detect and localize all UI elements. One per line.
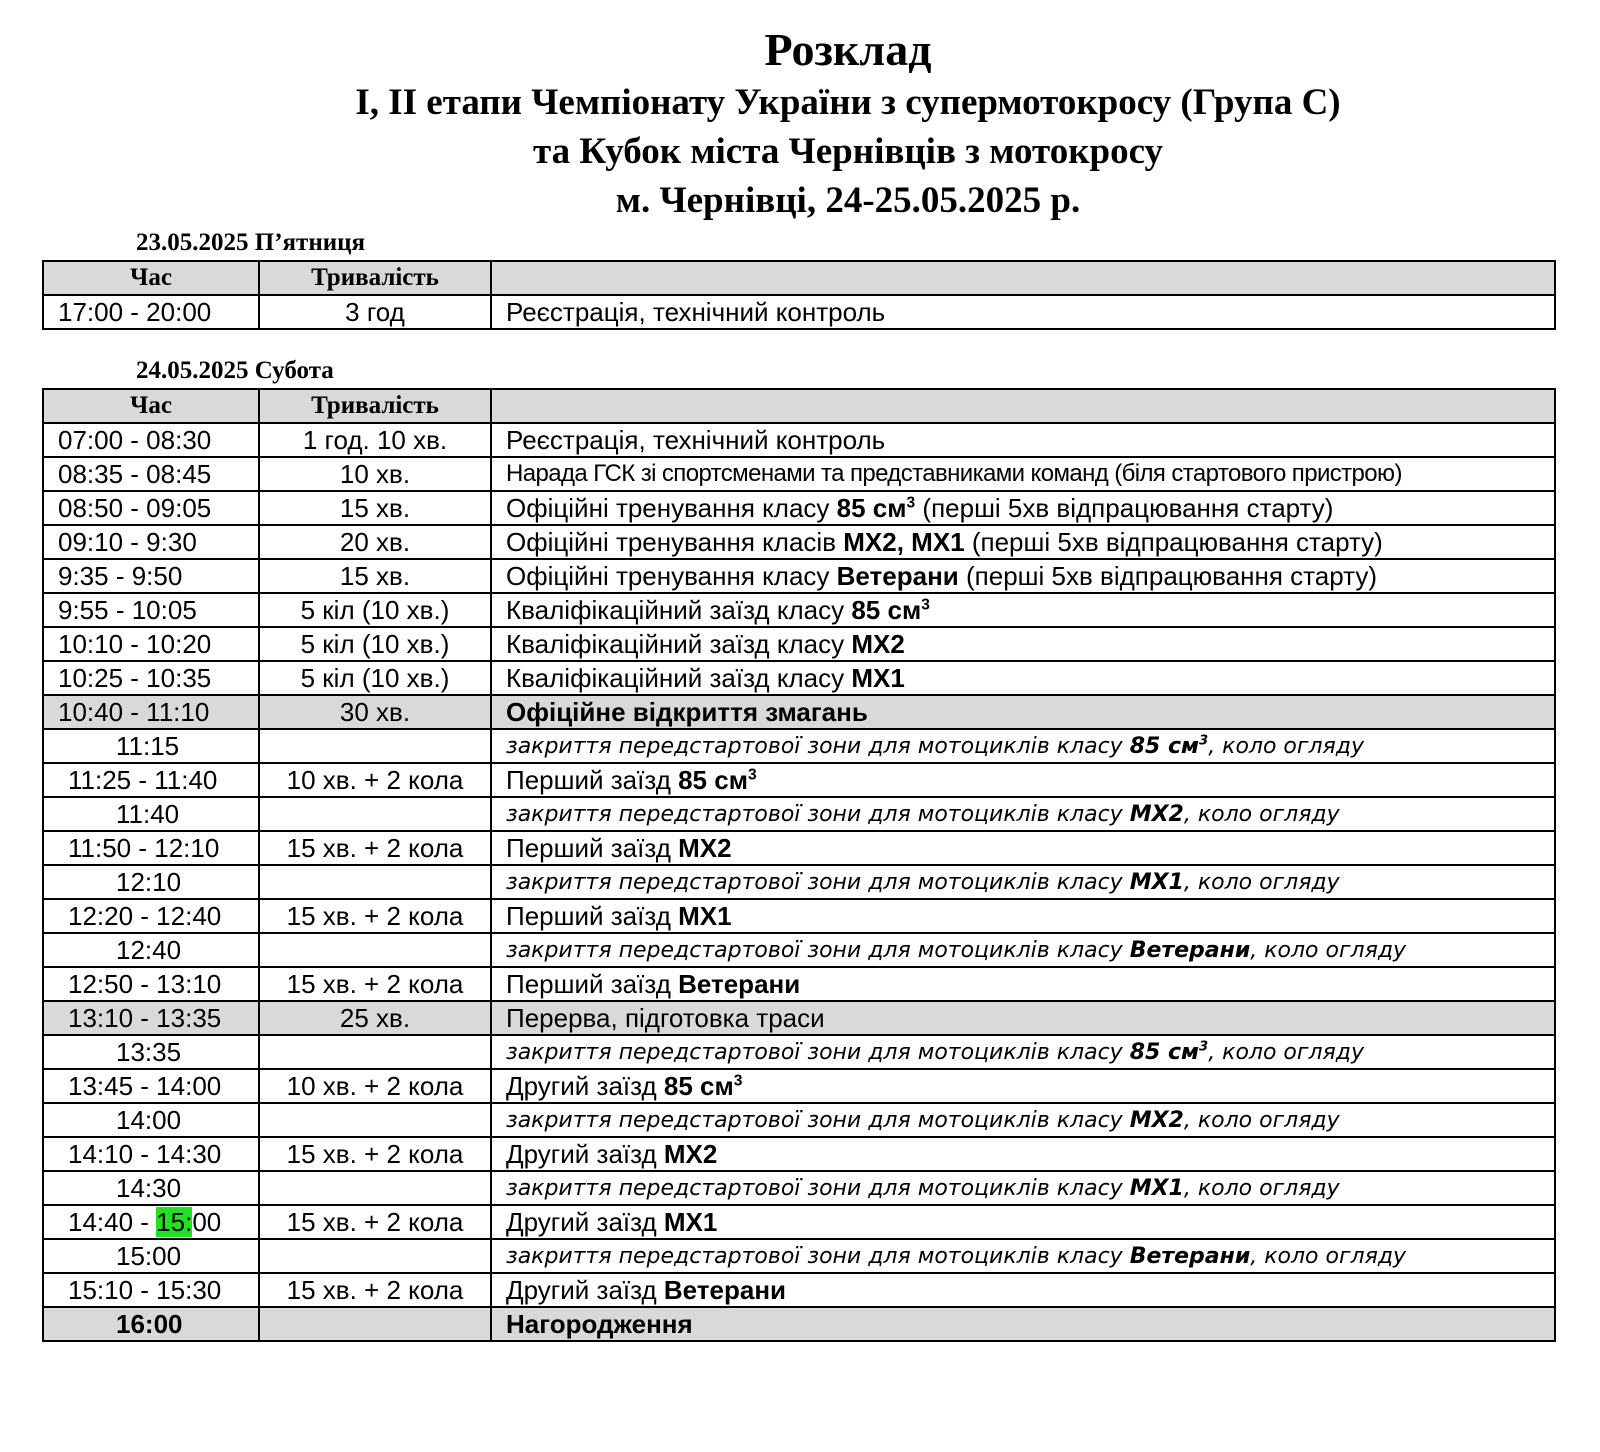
- note-text: , коло огляду: [1250, 1243, 1407, 1269]
- time-cell: 11:50 - 12:10: [43, 831, 259, 865]
- note-cell: [491, 933, 1555, 967]
- note-cell: [491, 797, 1555, 831]
- superscript: 3: [1199, 1039, 1209, 1055]
- duration-cell: 10 хв. + 2 кола: [259, 1069, 491, 1103]
- class-name: MX1: [663, 1206, 718, 1237]
- class-name: 85 см: [1129, 1039, 1199, 1065]
- day1-heading: 23.05.2025 П’ятниця: [136, 229, 366, 256]
- duration-cell: 15 хв.: [259, 491, 491, 525]
- table-header-row: [43, 389, 1555, 423]
- table-row: [43, 865, 1555, 899]
- duration-cell: 1 год. 10 хв.: [259, 423, 491, 457]
- time-cell: 13:45 - 14:00: [43, 1069, 259, 1103]
- day2-rows: [43, 423, 1555, 1341]
- table-row: [43, 423, 1555, 457]
- note-text: закриття передстартової зони для мотоциклів класу: [506, 1039, 1130, 1065]
- activity-cell: [491, 899, 1555, 933]
- activity-cell: [491, 1273, 1555, 1307]
- time-cell: 14:00: [43, 1103, 259, 1137]
- table-header-row: [43, 261, 1555, 295]
- duration-cell: [259, 1239, 491, 1273]
- class-name: Ветерани: [678, 968, 801, 999]
- note-text: , коло огляду: [1208, 1039, 1364, 1065]
- activity-text: Другий заїзд: [506, 1070, 664, 1101]
- duration-cell: [259, 1103, 491, 1137]
- duration-cell: 15 хв. + 2 кола: [259, 831, 491, 865]
- activity-cell: [491, 1069, 1555, 1103]
- day2-table: [42, 388, 1556, 1342]
- time-cell: 12:20 - 12:40: [43, 899, 259, 933]
- time-cell: 11:40: [43, 797, 259, 831]
- note-text: , коло огляду: [1250, 937, 1407, 963]
- activity-text: Офіційні тренування класу: [506, 560, 837, 591]
- duration-cell: [259, 729, 491, 763]
- note-cell: [491, 1171, 1555, 1205]
- superscript: 3: [1199, 733, 1209, 749]
- table-row: [43, 627, 1555, 661]
- activity-text: Перший заїзд: [506, 968, 679, 999]
- activity-cell: [491, 1205, 1555, 1239]
- duration-cell: 5 кіл (10 хв.): [259, 627, 491, 661]
- page-title: Розклад: [764, 24, 932, 75]
- table-row: [43, 1273, 1555, 1307]
- note-text: закриття передстартової зони для мотоциклів класу: [506, 869, 1130, 895]
- table-row: [43, 831, 1555, 865]
- table-row: [43, 559, 1555, 593]
- class-name: MX2: [663, 1138, 718, 1169]
- class-name: Ветерани: [836, 560, 959, 591]
- note-text: , коло огляду: [1183, 869, 1340, 895]
- activity-cell: [491, 559, 1555, 593]
- time-cell: 15:10 - 15:30: [43, 1273, 259, 1307]
- table-row: [43, 1307, 1555, 1341]
- activity-text: Перший заїзд: [506, 764, 679, 795]
- time-cell: 11:15: [43, 729, 259, 763]
- note-cell: [491, 865, 1555, 899]
- col-header-duration: Тривалість: [259, 389, 491, 423]
- activity-text: Офіційні тренування класів: [506, 526, 844, 557]
- table-row: [43, 1239, 1555, 1273]
- note-text: , коло огляду: [1208, 733, 1364, 759]
- activity-text: Кваліфікаційний заїзд класу: [506, 628, 852, 659]
- table-row: [43, 1069, 1555, 1103]
- class-name: 85 см: [678, 764, 748, 795]
- subtitle-line-2: та Кубок міста Чернівців з мотокросу: [532, 131, 1164, 172]
- duration-cell: 15 хв. + 2 кола: [259, 1205, 491, 1239]
- class-name: MX2: [1129, 1107, 1184, 1133]
- table-row: [43, 729, 1555, 763]
- duration-cell: [259, 797, 491, 831]
- activity-cell: [491, 525, 1555, 559]
- table-row: [43, 967, 1555, 1001]
- time-cell: 9:35 - 9:50: [43, 559, 259, 593]
- duration-cell: 10 хв. + 2 кола: [259, 763, 491, 797]
- class-name: MX1: [1129, 1175, 1184, 1201]
- table-row: [43, 1171, 1555, 1205]
- duration-cell: 15 хв. + 2 кола: [259, 899, 491, 933]
- activity-cell: [491, 491, 1555, 525]
- class-name: MX2: [1129, 801, 1184, 827]
- class-name: 85 см: [836, 492, 907, 523]
- activity-text: Офіційні тренування класу: [506, 492, 837, 523]
- class-name: MX1: [678, 900, 732, 931]
- duration-cell: 20 хв.: [259, 525, 491, 559]
- activity-cell: Нарада ГСК зі спортсменами та представниками команд (біля стартового пристрою): [491, 457, 1555, 491]
- activity-cell: [491, 1137, 1555, 1171]
- activity-cell: Нагородження: [491, 1307, 1555, 1341]
- activity-cell: Перерва, підготовка траси: [491, 1001, 1555, 1035]
- duration-cell: 10 хв.: [259, 457, 491, 491]
- highlighted-time: 15:: [156, 1206, 193, 1237]
- activity-text: (перші 5хв відпрацювання старту): [964, 526, 1383, 557]
- class-name: MX2, MX1: [843, 526, 965, 557]
- table-row: [43, 491, 1555, 525]
- note-cell: [491, 1103, 1555, 1137]
- class-name: MX2: [678, 832, 732, 863]
- table-row: [43, 457, 1555, 491]
- note-text: закриття передстартової зони для мотоциклів класу: [506, 1107, 1130, 1133]
- duration-cell: [259, 1035, 491, 1069]
- schedule-header: [0, 22, 1600, 225]
- duration-cell: 30 хв.: [259, 695, 491, 729]
- class-name: Ветерани: [1129, 937, 1251, 963]
- activity-text: Другий заїзд: [506, 1138, 664, 1169]
- activity-text: Кваліфікаційний заїзд класу: [506, 594, 852, 625]
- day2-heading: 24.05.2025 Субота: [136, 357, 334, 384]
- duration-cell: [259, 933, 491, 967]
- activity-cell: [491, 627, 1555, 661]
- time-end: 00: [192, 1206, 222, 1237]
- note-text: закриття передстартової зони для мотоциклів класу: [506, 1243, 1130, 1269]
- duration-cell: [259, 1171, 491, 1205]
- col-header-time: Час: [43, 389, 259, 423]
- class-name: Ветерани: [663, 1274, 787, 1305]
- activity-text: (перші 5хв відпрацювання старту): [958, 560, 1377, 591]
- note-cell: [491, 729, 1555, 763]
- class-name: MX2: [851, 628, 905, 659]
- table-row: [43, 525, 1555, 559]
- activity-text: Перший заїзд: [506, 900, 679, 931]
- duration-cell: 3 год: [259, 295, 491, 329]
- duration-cell: 15 хв.: [259, 559, 491, 593]
- time-cell: 14:10 - 14:30: [43, 1137, 259, 1171]
- note-cell: [491, 1239, 1555, 1273]
- activity-cell: Офіційне відкриття змагань: [491, 695, 1555, 729]
- class-name: 85 см: [663, 1070, 734, 1101]
- duration-cell: 15 хв. + 2 кола: [259, 1273, 491, 1307]
- duration-cell: 15 хв. + 2 кола: [259, 967, 491, 1001]
- note-text: , коло огляду: [1183, 1107, 1340, 1133]
- duration-cell: 5 кіл (10 хв.): [259, 593, 491, 627]
- table-row: [43, 695, 1555, 729]
- superscript: 3: [747, 765, 757, 783]
- subtitle-line-3: м. Чернівці, 24-25.05.2025 р.: [615, 180, 1081, 221]
- activity-cell: [491, 661, 1555, 695]
- class-name: MX1: [1129, 869, 1184, 895]
- table-row: [43, 1137, 1555, 1171]
- note-text: закриття передстартової зони для мотоциклів класу: [506, 937, 1130, 963]
- note-text: , коло огляду: [1183, 801, 1340, 827]
- time-cell: 08:35 - 08:45: [43, 457, 259, 491]
- time-cell: 10:10 - 10:20: [43, 627, 259, 661]
- table-row: [43, 797, 1555, 831]
- col-header-duration: Тривалість: [259, 261, 491, 295]
- class-name: 85 см: [1129, 733, 1199, 759]
- table-row: [43, 295, 1555, 329]
- time-cell: 13:10 - 13:35: [43, 1001, 259, 1035]
- duration-cell: [259, 1307, 491, 1341]
- table-row: [43, 1001, 1555, 1035]
- activity-text: (перші 5хв відпрацювання старту): [915, 492, 1334, 523]
- note-text: , коло огляду: [1183, 1175, 1340, 1201]
- time-cell: [43, 1205, 259, 1239]
- superscript: 3: [733, 1071, 743, 1089]
- time-cell: 17:00 - 20:00: [43, 295, 259, 329]
- table-row: [43, 1103, 1555, 1137]
- activity-text: Другий заїзд: [506, 1206, 664, 1237]
- subtitle-line-1: I, II етапи Чемпіонату України з супермотокросу (Група С): [355, 82, 1341, 123]
- duration-cell: 5 кіл (10 хв.): [259, 661, 491, 695]
- time-cell: 09:10 - 9:30: [43, 525, 259, 559]
- duration-cell: 15 хв. + 2 кола: [259, 1137, 491, 1171]
- activity-text: Кваліфікаційний заїзд класу: [506, 662, 852, 693]
- note-cell: [491, 1035, 1555, 1069]
- time-cell: 12:40: [43, 933, 259, 967]
- time-cell: 13:35: [43, 1035, 259, 1069]
- note-text: закриття передстартової зони для мотоциклів класу: [506, 801, 1130, 827]
- activity-cell: [491, 763, 1555, 797]
- class-name: Ветерани: [1129, 1243, 1251, 1269]
- activity-cell: [491, 593, 1555, 627]
- time-cell: 15:00: [43, 1239, 259, 1273]
- superscript: 3: [906, 493, 916, 511]
- col-header-activity: [491, 389, 1555, 423]
- note-text: закриття передстартової зони для мотоциклів класу: [506, 1175, 1130, 1201]
- time-cell: 11:25 - 11:40: [43, 763, 259, 797]
- time-cell: 10:40 - 11:10: [43, 695, 259, 729]
- superscript: 3: [921, 595, 930, 613]
- time-cell: 08:50 - 09:05: [43, 491, 259, 525]
- duration-cell: 25 хв.: [259, 1001, 491, 1035]
- time-cell: 9:55 - 10:05: [43, 593, 259, 627]
- table-row: [43, 899, 1555, 933]
- time-start: 14:40 -: [68, 1206, 157, 1237]
- activity-text: Перший заїзд: [506, 832, 679, 863]
- time-cell: 12:10: [43, 865, 259, 899]
- time-cell: 12:50 - 13:10: [43, 967, 259, 1001]
- time-cell: 07:00 - 08:30: [43, 423, 259, 457]
- activity-cell: Реєстрація, технічний контроль: [491, 295, 1555, 329]
- class-name: MX1: [851, 662, 905, 693]
- activity-cell: [491, 967, 1555, 1001]
- activity-text: Другий заїзд: [506, 1274, 664, 1305]
- class-name: 85 см: [851, 594, 922, 625]
- duration-cell: [259, 865, 491, 899]
- col-header-time: Час: [43, 261, 259, 295]
- time-cell: 10:25 - 10:35: [43, 661, 259, 695]
- table-row: [43, 1205, 1555, 1239]
- time-cell: 14:30: [43, 1171, 259, 1205]
- day1-table: [42, 260, 1556, 330]
- table-row: [43, 1035, 1555, 1069]
- table-row: [43, 593, 1555, 627]
- time-cell: 16:00: [43, 1307, 259, 1341]
- activity-cell: [491, 831, 1555, 865]
- table-row: [43, 933, 1555, 967]
- table-row: [43, 661, 1555, 695]
- table-row: [43, 763, 1555, 797]
- col-header-activity: [491, 261, 1555, 295]
- activity-cell: Реєстрація, технічний контроль: [491, 423, 1555, 457]
- note-text: закриття передстартової зони для мотоциклів класу: [506, 733, 1130, 759]
